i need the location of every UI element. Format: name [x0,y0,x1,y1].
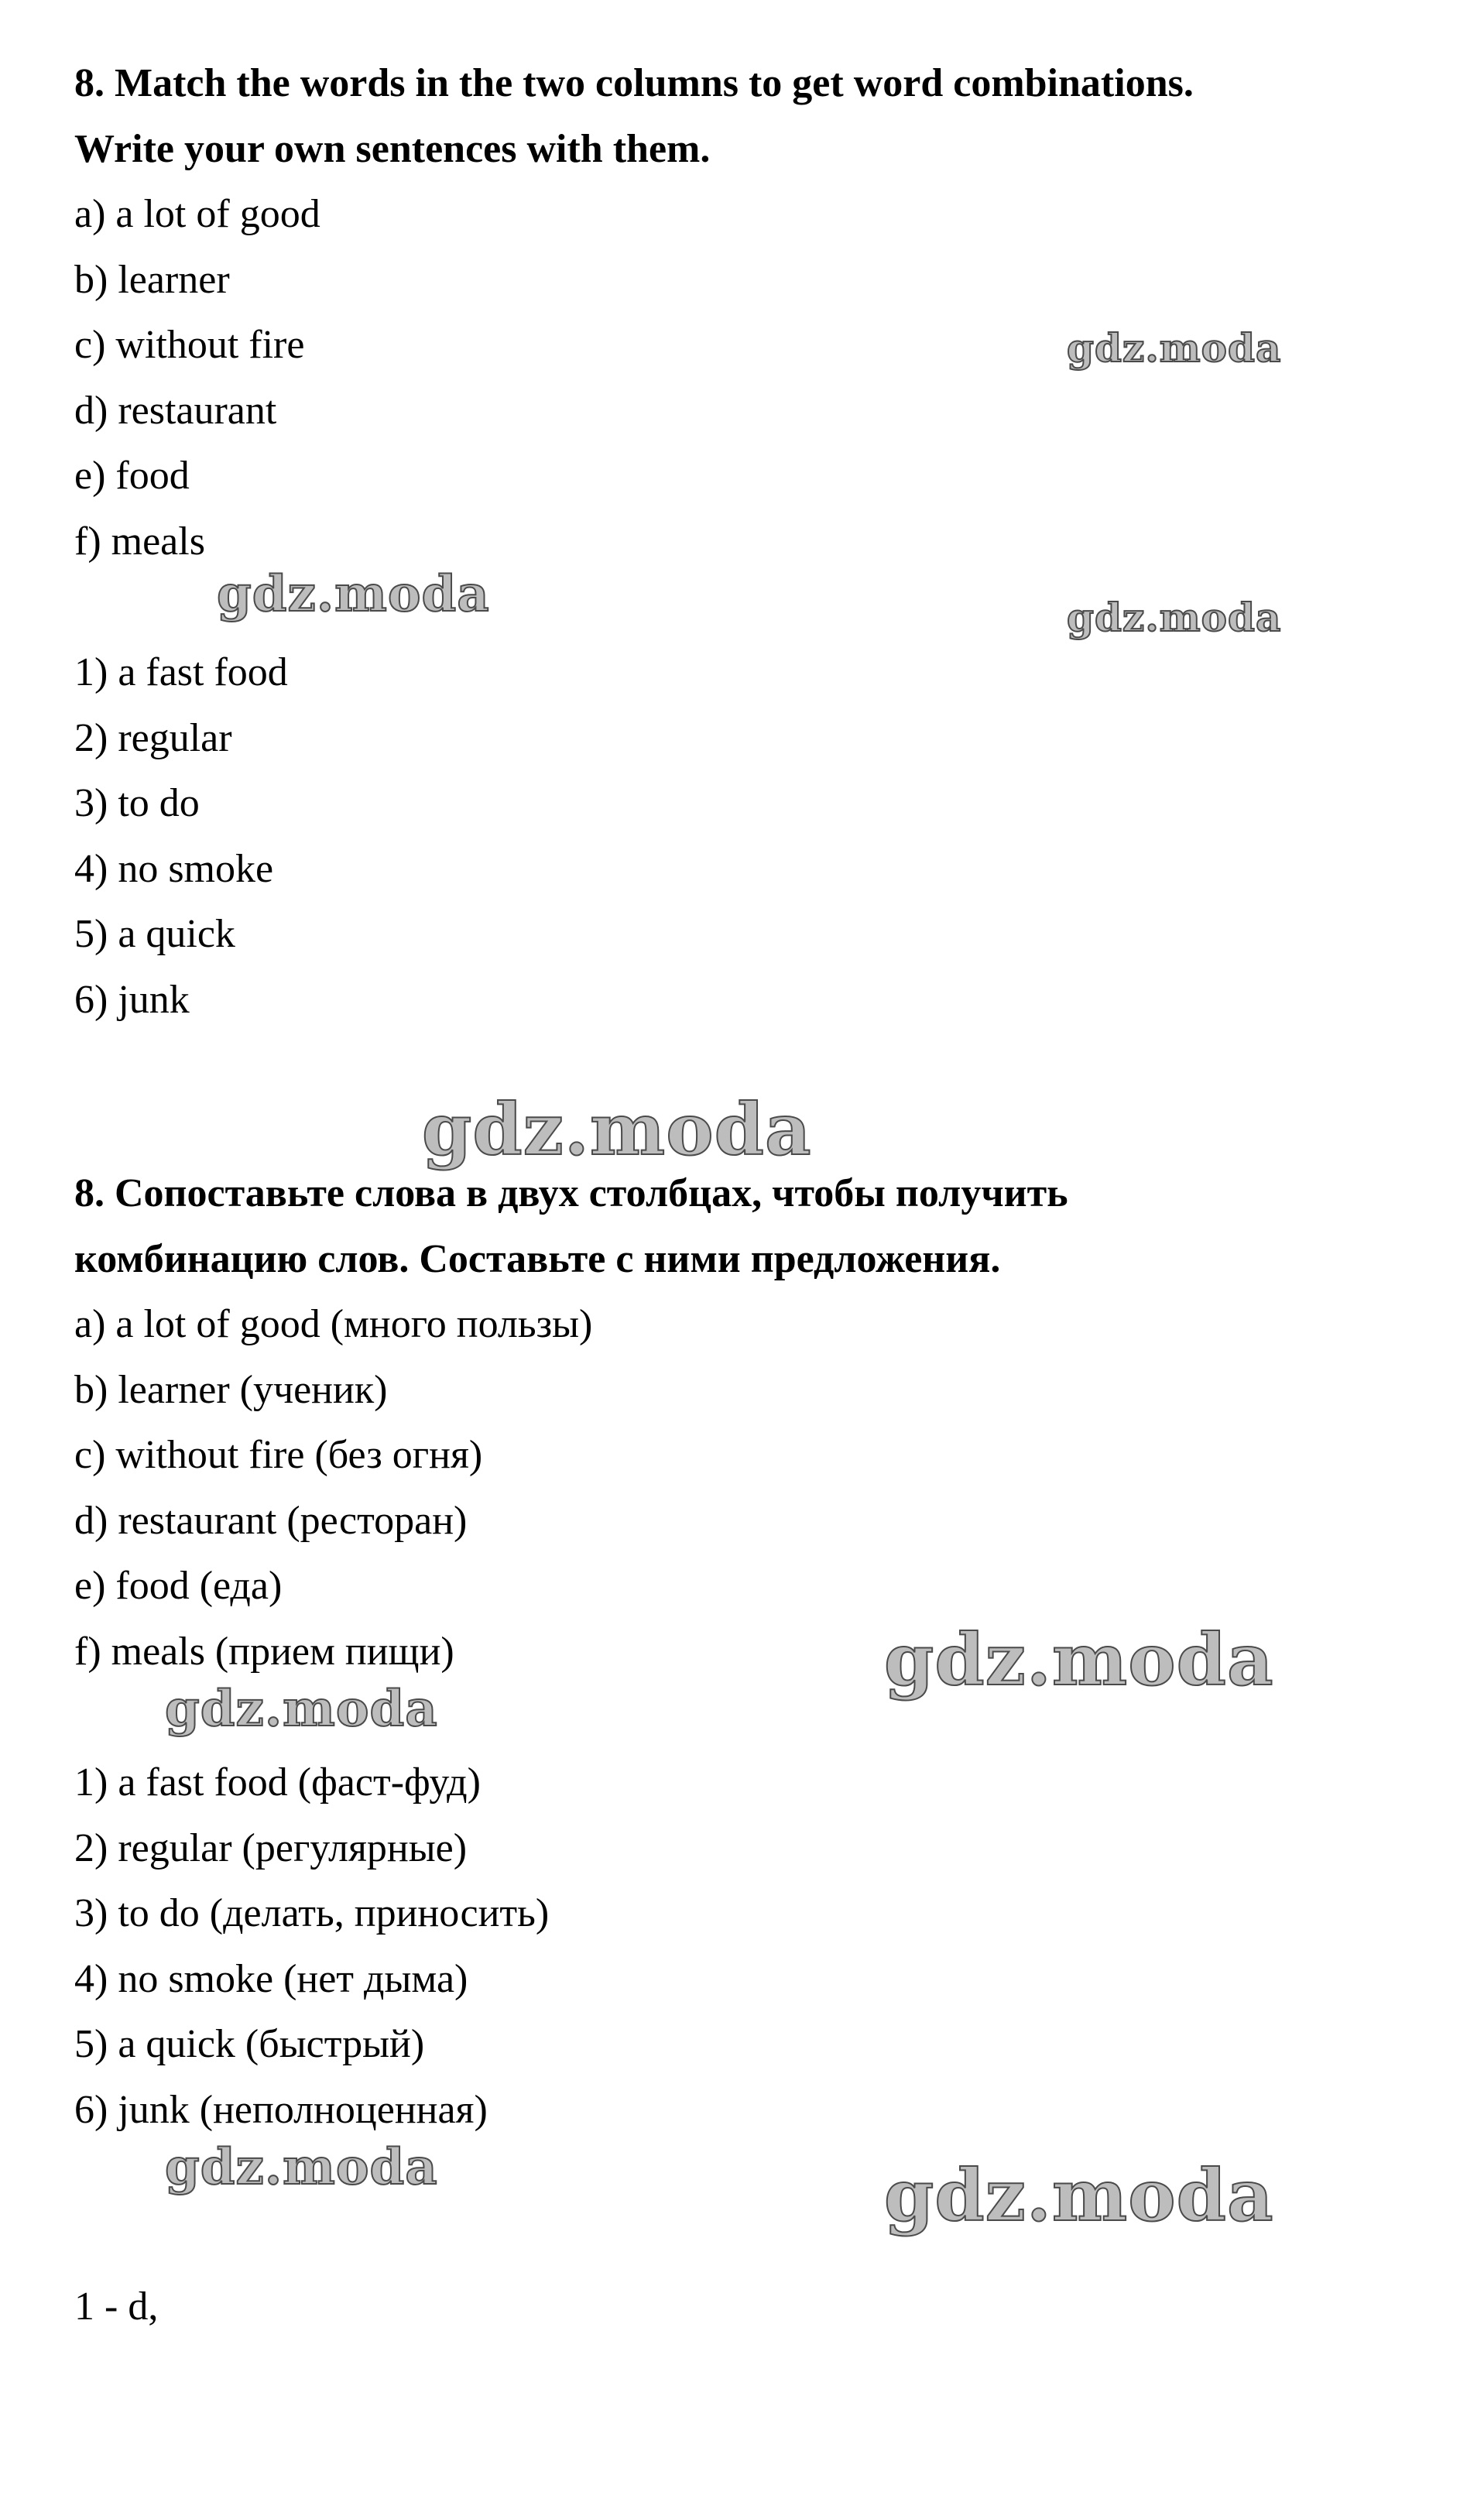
watermark: gdz.moda [217,565,490,623]
letter-item-d-ru: d) restaurant (ресторан) [74,1499,468,1543]
letter-item-f-ru: f) meals (прием пищи) [74,1630,454,1674]
letter-item-e-ru: e) food (еда) [74,1564,283,1608]
exercise-heading-en-line1: 8. Match the words in the two columns to get word combinations. [74,61,1194,105]
answer-text: 1 - d, [74,2284,159,2329]
exercise-heading-en-line2: Write your own sentences with them. [74,127,711,171]
letter-item-a-ru: a) a lot of good (много пользы) [74,1302,593,1346]
number-item-1-en: 1) a fast food [74,650,288,694]
letter-item-a-en: a) a lot of good [74,192,320,236]
number-item-1-ru: 1) a fast food (фаст-фуд) [74,1760,481,1805]
watermark: gdz.moda [884,2154,1274,2237]
letter-item-b-en: b) learner [74,258,230,302]
watermark: gdz.moda [1067,325,1282,371]
watermark: gdz.moda [1067,595,1282,640]
number-item-5-ru: 5) a quick (быстрый) [74,2022,425,2066]
number-item-3-ru: 3) to do (делать, приносить) [74,1891,550,1935]
number-item-6-ru: 6) junk (неполноценная) [74,2088,488,2132]
number-item-4-ru: 4) no smoke (нет дыма) [74,1957,468,2001]
watermark: gdz.moda [165,1680,438,1738]
letter-item-f-en: f) meals [74,519,205,564]
number-item-3-en: 3) to do [74,781,200,825]
letter-item-e-en: e) food [74,454,190,498]
number-item-2-ru: 2) regular (регулярные) [74,1826,468,1870]
letter-item-c-en: c) without fire [74,323,305,367]
number-item-4-en: 4) no smoke [74,847,274,891]
number-item-2-en: 2) regular [74,716,232,760]
exercise-heading-ru-line2: комбинацию слов. Составьте с ними предложения. [74,1237,1001,1281]
watermark: gdz.moda [884,1618,1274,1702]
number-item-5-en: 5) a quick [74,912,235,956]
watermark: gdz.moda [165,2138,438,2196]
watermark: gdz.moda [422,1088,812,1171]
exercise-heading-ru-line1: 8. Сопоставьте слова в двух столбцах, чтобы получить [74,1171,1068,1215]
number-item-6-en: 6) junk [74,978,190,1022]
letter-item-b-ru: b) learner (ученик) [74,1368,388,1412]
letter-item-d-en: d) restaurant [74,389,277,433]
letter-item-c-ru: c) without fire (без огня) [74,1433,483,1477]
